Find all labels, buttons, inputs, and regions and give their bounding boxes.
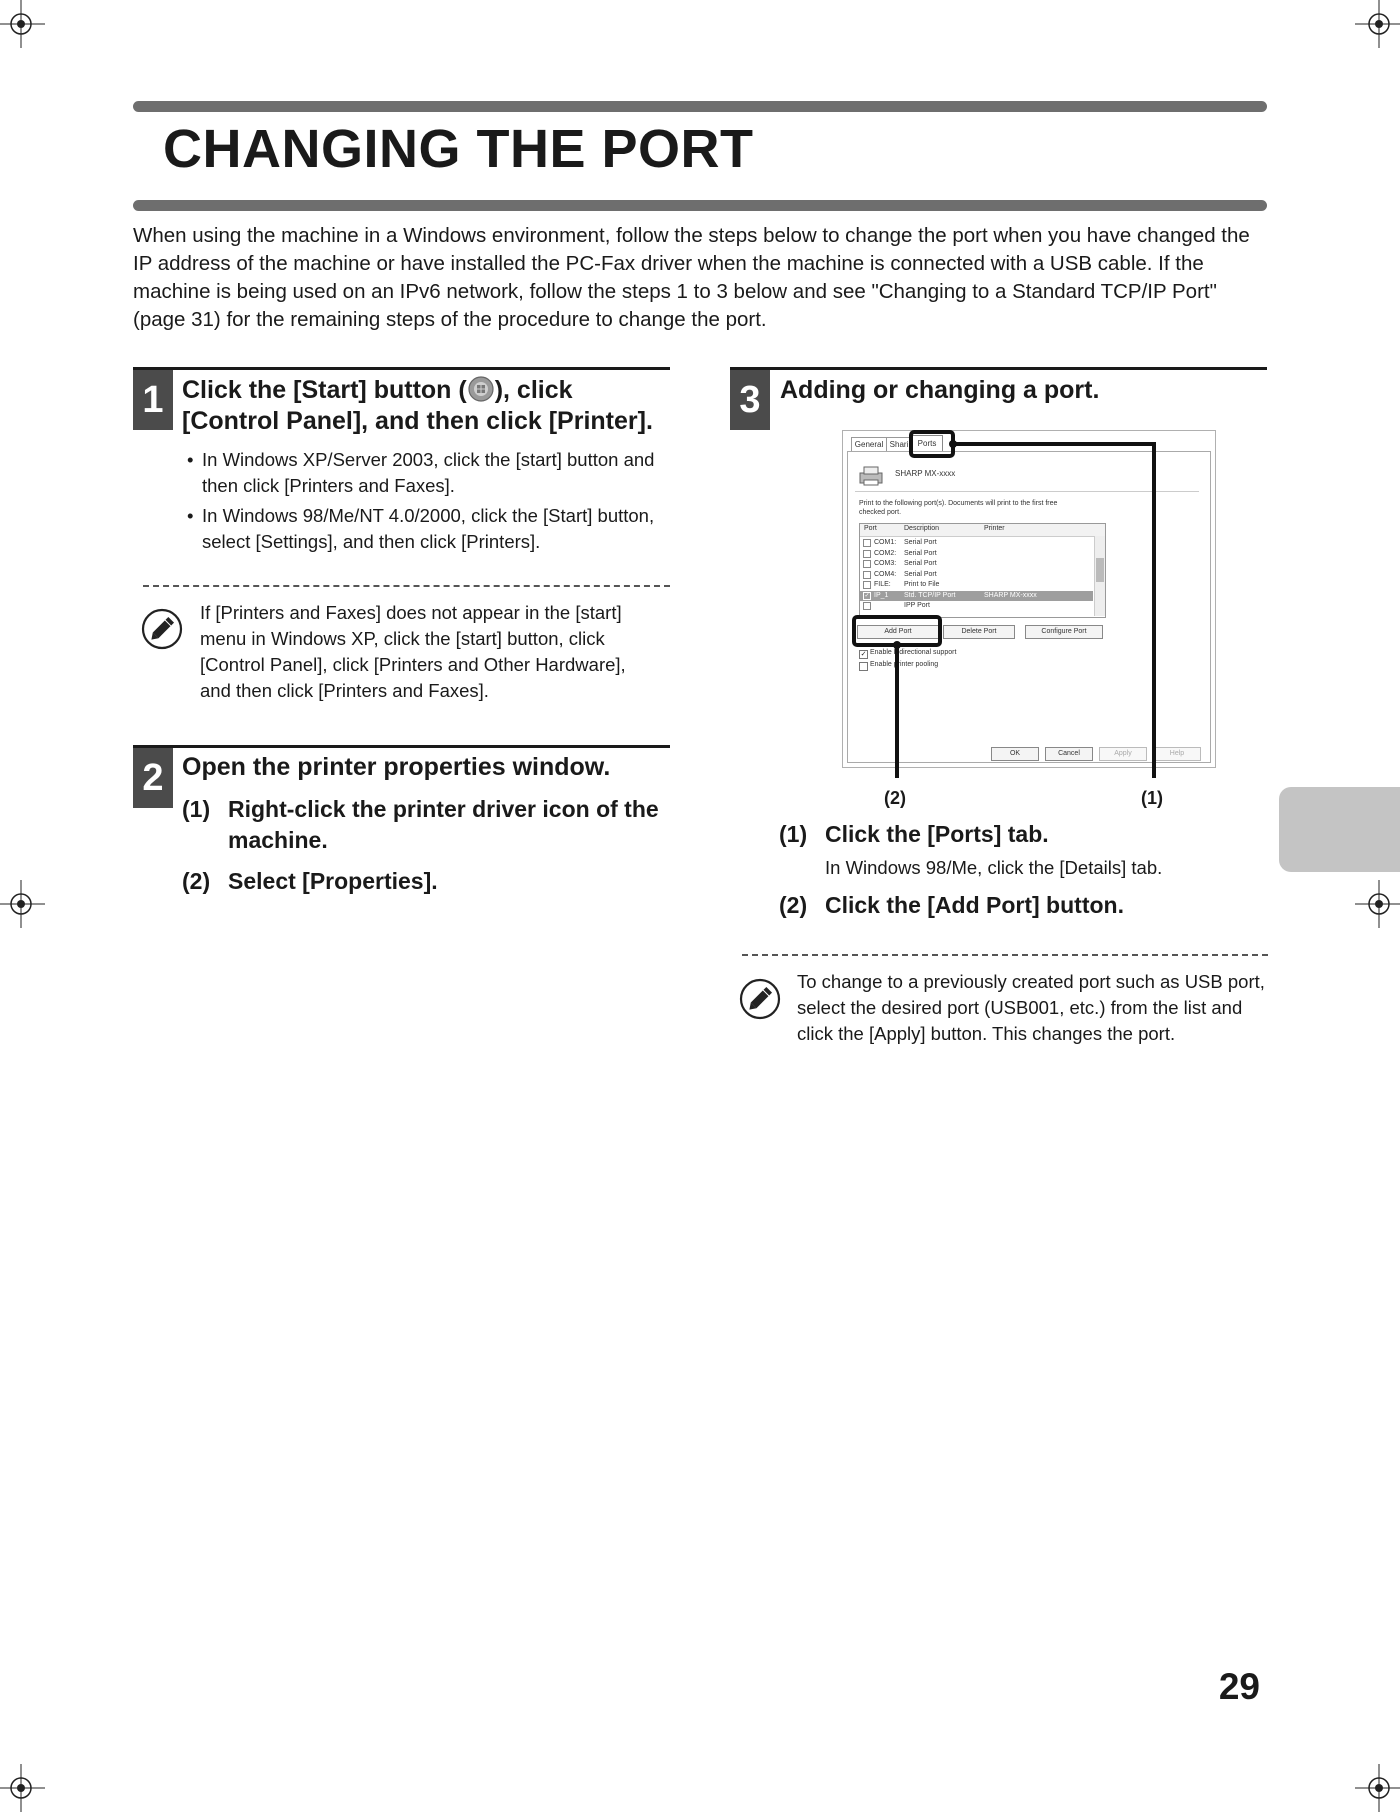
- port-row-port: COM2:: [874, 549, 897, 557]
- step3-item-2-number: (2): [779, 892, 808, 918]
- chapter-side-tab: [1279, 787, 1400, 872]
- step1-note: If [Printers and Faxes] does not appear in the [start] menu in Windows XP, click the [start] button, click [Control Panel], click [Printers and Other Hardware], and then click [Printers and Faxes].: [200, 602, 626, 701]
- port-row-port: COM3:: [874, 560, 897, 567]
- callout-label-2: (2): [884, 788, 906, 808]
- port-row-desc: Serial Port: [904, 560, 937, 567]
- dialog-instruction: Print to the following port(s). Documents will print to the first free checked port.: [859, 500, 1058, 516]
- port-row-checkbox[interactable]: ✓: [864, 592, 870, 599]
- step1-heading-part-c: [Control Panel], and then click [Printer].: [182, 407, 653, 435]
- help-button[interactable]: Help: [1153, 747, 1201, 761]
- step1-bullet-1: • In Windows XP/Server 2003, click the [start] button and then click [Printers and Faxes].: [187, 447, 657, 499]
- col-printer[interactable]: Printer: [984, 525, 1005, 532]
- tab-sharing[interactable]: Shari: [886, 437, 912, 452]
- step2-item-2-number: (2): [182, 868, 211, 894]
- port-row-desc: Std. TCP/IP Port: [904, 591, 956, 599]
- step3-item-2-text: Click the [Add Port] button.: [825, 892, 1124, 918]
- enable-pool-label: Enable printer pooling: [870, 661, 939, 668]
- col-port[interactable]: Port: [864, 525, 877, 532]
- tab-ports[interactable]: Ports: [911, 435, 943, 452]
- port-row-port: IP_1: [874, 591, 889, 599]
- step2-heading: Open the printer properties window.: [182, 753, 611, 781]
- page-number: 29: [1218, 1666, 1260, 1707]
- step3-item-1: [779, 819, 1259, 850]
- delete-port-button[interactable]: Delete Port: [943, 625, 1015, 639]
- port-row-port: COM1:: [874, 539, 897, 546]
- step2-number: 2: [133, 748, 173, 808]
- port-row-desc: IPP Port: [904, 602, 930, 609]
- step2-item-1-text: Right-click the printer driver icon of the machine.: [228, 796, 659, 853]
- step2-item-2-text: Select [Properties].: [228, 868, 438, 894]
- leader-dot-1: [949, 440, 957, 448]
- col-description[interactable]: Description: [904, 525, 940, 532]
- ok-button[interactable]: OK: [991, 747, 1039, 761]
- note-pencil-icon-2: [738, 977, 782, 1021]
- apply-button[interactable]: Apply: [1099, 747, 1147, 761]
- step3-item-2: [779, 890, 1259, 921]
- port-row-port: COM4:: [874, 570, 897, 578]
- intro-paragraph: When using the machine in a Windows environment, follow the steps below to change the port when you have changed the IP address of the machine or have installed the PC-Fax driver when the machine is connected with a USB cable. If the machine is being used on an IPv6 network, follow the steps 1 to 3 below and see "Changing to a Standard TCP/IP Port" (page 31) for the remaining steps of the procedure to change the port.: [133, 224, 1250, 331]
- enable-bidi-checkbox[interactable]: ✓: [860, 651, 867, 658]
- port-row-printer: SHARP MX-xxxx: [984, 591, 1037, 599]
- step3-heading: Adding or changing a port.: [780, 376, 1100, 404]
- page-title: CHANGING THE PORT: [163, 119, 754, 179]
- step1-heading-part-b: ), click: [494, 376, 573, 404]
- step3-item-1-note: In Windows 98/Me, click the [Details] tab.: [825, 857, 1163, 878]
- tab-general[interactable]: General: [851, 437, 887, 452]
- step3-number: 3: [730, 370, 770, 430]
- configure-port-button[interactable]: Configure Port: [1025, 625, 1103, 639]
- port-row-desc: Print to File: [904, 581, 940, 588]
- step3-note: To change to a previously created port such as USB port, select the desired port (USB001, etc.) from the list and click the [Apply] button. This changes the port.: [797, 971, 1265, 1044]
- add-port-button[interactable]: Add Port: [857, 625, 939, 639]
- step1-bullet-2: • In Windows 98/Me/NT 4.0/2000, click the [Start] button, select [Settings], and then click [Printers].: [187, 503, 657, 555]
- leader-dot-2: [893, 641, 901, 649]
- add-port-highlight: [854, 617, 940, 645]
- ports-tab-highlight: [911, 432, 953, 456]
- port-row-desc: Serial Port: [904, 549, 937, 557]
- leader-line-1: [953, 444, 1154, 778]
- step1-heading-part-a: Click the [Start] button (: [182, 376, 467, 404]
- port-row-port: FILE:: [874, 581, 891, 588]
- step1-number: 1: [133, 370, 173, 430]
- dialog-printer-name: SHARP MX-xxxx: [895, 469, 956, 478]
- cancel-button[interactable]: Cancel: [1045, 747, 1093, 761]
- port-row-desc: Serial Port: [904, 570, 937, 578]
- step3-item-1-number: (1): [779, 821, 808, 847]
- callout-label-1: (1): [1141, 788, 1163, 808]
- enable-bidi-label: Enable bidirectional support: [870, 649, 957, 656]
- step3-note-divider: [742, 954, 1268, 956]
- step3-item-1-text: Click the [Ports] tab.: [825, 821, 1049, 847]
- step2-item-1-number: (1): [182, 796, 211, 822]
- port-row-desc: Serial Port: [904, 539, 937, 546]
